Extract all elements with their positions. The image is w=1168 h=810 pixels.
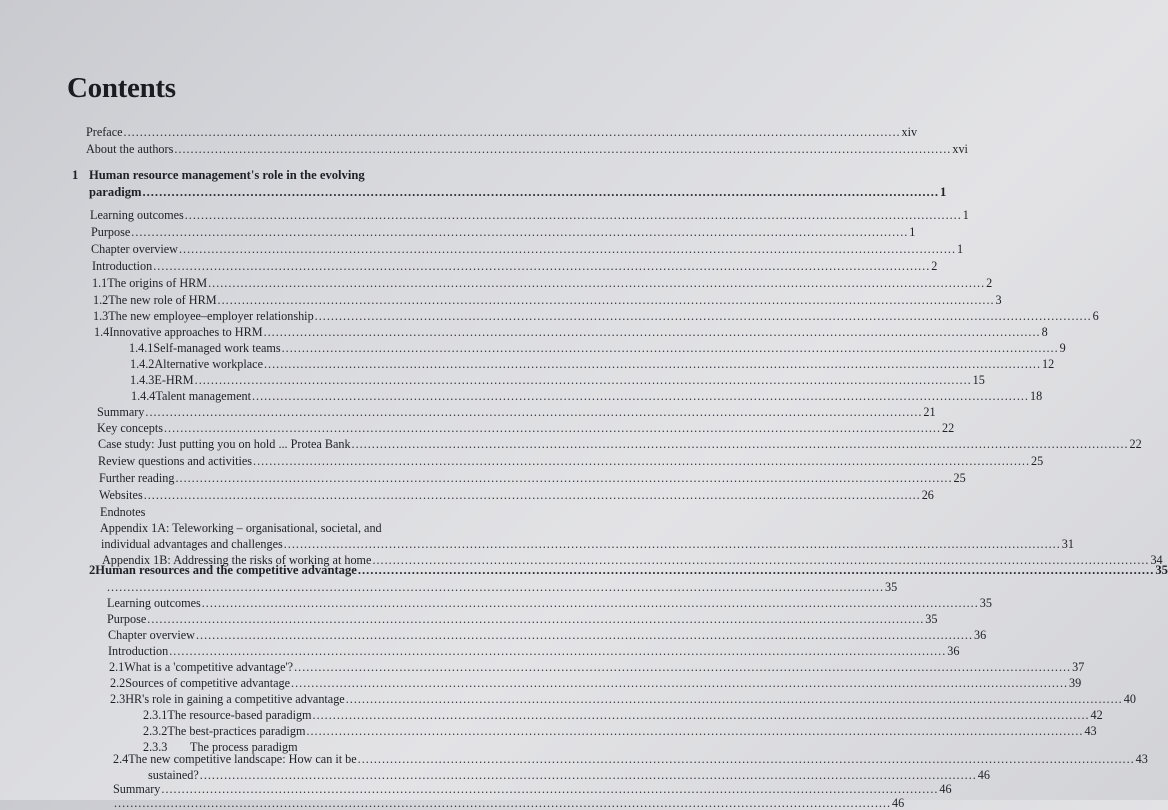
dot-leader bbox=[313, 708, 1090, 722]
entry-page: 31 bbox=[1061, 537, 1074, 551]
toc-entry bbox=[98, 437, 1142, 451]
entry-label: individual advantages and challenges bbox=[101, 537, 283, 551]
entry-page: 40 bbox=[1123, 692, 1136, 706]
entry-page: 1 bbox=[956, 242, 964, 256]
dot-leader bbox=[114, 796, 891, 810]
entry-label: Purpose bbox=[107, 612, 147, 626]
section-entry bbox=[129, 341, 1066, 355]
dot-leader bbox=[200, 768, 977, 782]
section-entry bbox=[131, 389, 1043, 403]
dot-leader bbox=[142, 185, 939, 199]
dot-leader bbox=[175, 471, 952, 485]
toc-entry bbox=[90, 208, 969, 222]
entry-label: Introduction bbox=[92, 259, 153, 273]
dot-leader bbox=[352, 437, 1129, 451]
dot-leader bbox=[291, 676, 1068, 690]
entry-page: 6 bbox=[1092, 309, 1099, 323]
entry-number: 1.3 bbox=[93, 309, 109, 323]
entry-page: 1 bbox=[962, 208, 969, 222]
dot-leader bbox=[253, 454, 1030, 468]
entry-label: The new employee–employer relationship bbox=[108, 309, 314, 323]
dot-leader bbox=[196, 628, 973, 642]
entry-number: 2.3.2 bbox=[143, 724, 168, 738]
entry-number: 2.4 bbox=[113, 752, 129, 766]
dot-leader bbox=[124, 125, 901, 139]
entry-label: Case study: Just putting you on hold ... Protea Bank bbox=[98, 437, 351, 451]
entry-page: 2 bbox=[931, 259, 938, 273]
entry-label: sustained? bbox=[148, 768, 199, 782]
entry-page: xiv bbox=[901, 125, 918, 139]
toc-entry bbox=[92, 259, 938, 273]
toc-text: Appendix 1A: Teleworking – organisational, societal, and bbox=[100, 521, 382, 535]
section-entry bbox=[113, 752, 1148, 766]
entry-label: E-HRM bbox=[154, 373, 194, 387]
section-entry bbox=[143, 708, 1103, 722]
dot-leader bbox=[164, 421, 941, 435]
dot-leader bbox=[179, 242, 956, 256]
section-entry bbox=[93, 309, 1099, 323]
entry-page: 21 bbox=[923, 405, 936, 419]
entry-label: Innovative approaches to HRM bbox=[109, 325, 263, 339]
dot-leader bbox=[185, 208, 962, 222]
entry-page: 35 bbox=[1155, 563, 1168, 577]
dot-leader bbox=[282, 341, 1059, 355]
chapter-1-heading bbox=[89, 185, 947, 199]
toc-entry bbox=[91, 225, 916, 239]
dot-leader bbox=[208, 276, 985, 290]
toc-entry bbox=[99, 471, 966, 485]
dot-leader bbox=[131, 225, 908, 239]
entry-number: 2.3 bbox=[110, 692, 126, 706]
toc-entry bbox=[97, 405, 936, 419]
entry-page: 22 bbox=[942, 421, 955, 435]
entry-label: Review questions and activities bbox=[98, 454, 253, 468]
entry-page: 43 bbox=[1135, 752, 1148, 766]
entry-page: 9 bbox=[1059, 341, 1066, 355]
entry-number: 1.4.2 bbox=[130, 357, 155, 371]
entry-number: 1.4.4 bbox=[131, 389, 156, 403]
toc-entry bbox=[106, 580, 898, 594]
entry-label: Self-managed work teams bbox=[153, 341, 281, 355]
entry-label: The origins of HRM bbox=[107, 276, 208, 290]
dot-leader bbox=[161, 782, 938, 796]
entry-page: 36 bbox=[947, 644, 960, 658]
dot-leader bbox=[169, 644, 946, 658]
dot-leader bbox=[145, 405, 922, 419]
toc-entry bbox=[98, 454, 1044, 468]
dot-leader bbox=[358, 563, 1155, 577]
dot-leader bbox=[202, 596, 979, 610]
toc-entry bbox=[148, 768, 990, 782]
entry-page: 36 bbox=[973, 628, 987, 642]
entry-label: Purpose bbox=[91, 225, 131, 239]
entry-page: 2 bbox=[986, 276, 993, 290]
entry-label: Learning outcomes bbox=[90, 208, 184, 222]
entry-page: 39 bbox=[1069, 676, 1082, 690]
entry-page: 1 bbox=[909, 225, 916, 239]
entry-label: Talent management bbox=[155, 389, 251, 403]
toc-entry bbox=[113, 796, 905, 810]
dot-leader bbox=[252, 389, 1029, 403]
entry-label: Further reading bbox=[99, 471, 175, 485]
section-entry bbox=[109, 660, 1085, 674]
dot-leader bbox=[107, 580, 884, 594]
section-entry bbox=[130, 373, 985, 387]
section-entry bbox=[110, 692, 1136, 706]
chapter-2-heading bbox=[89, 563, 1168, 577]
toc-entry bbox=[91, 242, 964, 256]
entry-page: 46 bbox=[977, 768, 990, 782]
chapter-number: 1 bbox=[72, 168, 79, 182]
toc-entry bbox=[107, 612, 938, 626]
entry-label: Websites bbox=[99, 488, 143, 502]
entry-label: HR's role in gaining a competitive advantage bbox=[125, 692, 345, 706]
entry-label: Alternative workplace bbox=[154, 357, 263, 371]
entry-label: Sources of competitive advantage bbox=[125, 676, 291, 690]
entry-number: 1.4 bbox=[94, 325, 110, 339]
toc-text: Endnotes bbox=[100, 505, 146, 519]
dot-leader bbox=[346, 692, 1123, 706]
section-entry bbox=[130, 357, 1055, 371]
entry-page: 8 bbox=[1041, 325, 1048, 339]
entry-page: 18 bbox=[1029, 389, 1043, 403]
entry-label: Summary bbox=[113, 782, 161, 796]
entry-number: 2.2 bbox=[110, 676, 126, 690]
entry-page: 25 bbox=[1031, 454, 1044, 468]
chapter-title: Human resource management's role in the evolving bbox=[89, 168, 365, 182]
entry-page: 15 bbox=[972, 373, 985, 387]
entry-page: 26 bbox=[921, 488, 934, 502]
toc-entry bbox=[101, 537, 1074, 551]
toc-entry bbox=[107, 596, 992, 610]
entry-page: 1 bbox=[939, 185, 947, 199]
section-entry bbox=[93, 293, 1002, 307]
dot-leader bbox=[358, 752, 1135, 766]
dot-leader bbox=[264, 357, 1041, 371]
dot-leader bbox=[218, 293, 995, 307]
entry-number: 2.1 bbox=[109, 660, 125, 674]
toc-entry bbox=[108, 628, 987, 642]
entry-label: The new role of HRM bbox=[108, 293, 217, 307]
entry-number: 1.4.1 bbox=[129, 341, 154, 355]
entry-label: Preface bbox=[86, 125, 123, 139]
entry-page: 35 bbox=[979, 596, 992, 610]
entry-number: 2.3.3 bbox=[143, 740, 168, 754]
dot-leader bbox=[284, 537, 1061, 551]
entry-page: 22 bbox=[1129, 437, 1142, 451]
entry-label: Key concepts bbox=[97, 421, 163, 435]
dot-leader bbox=[294, 660, 1071, 674]
entry-label: The best-practices paradigm bbox=[167, 724, 306, 738]
entry-label: Appendix 1B: Addressing the risks of working at home bbox=[102, 553, 372, 567]
entry-page: 42 bbox=[1090, 708, 1103, 722]
entry-number: 2.3.1 bbox=[143, 708, 168, 722]
entry-label: Summary bbox=[97, 405, 145, 419]
dot-leader bbox=[153, 259, 930, 273]
entry-page: 12 bbox=[1042, 357, 1055, 371]
entry-number: 1.4.3 bbox=[130, 373, 155, 387]
entry-label: Chapter overview bbox=[108, 628, 195, 642]
entry-label: About the authors bbox=[86, 142, 174, 156]
toc-entry bbox=[99, 488, 934, 502]
toc-entry bbox=[113, 782, 952, 796]
section-entry bbox=[143, 724, 1097, 738]
dot-leader bbox=[195, 373, 972, 387]
entry-label: Introduction bbox=[108, 644, 169, 658]
section-entry bbox=[94, 325, 1048, 339]
dot-leader bbox=[147, 612, 924, 626]
page-title: Contents bbox=[67, 72, 176, 104]
dot-leader bbox=[174, 142, 951, 156]
entry-number: 1.2 bbox=[93, 293, 109, 307]
section-entry bbox=[110, 676, 1082, 690]
entry-label: Chapter overview bbox=[91, 242, 178, 256]
dot-leader bbox=[144, 488, 921, 502]
front-matter-entry bbox=[86, 125, 918, 139]
entry-page: 34 bbox=[1150, 553, 1163, 567]
entry-label: Learning outcomes bbox=[107, 596, 201, 610]
entry-page: 35 bbox=[925, 612, 938, 626]
entry-number: 2 bbox=[89, 563, 96, 577]
section-entry bbox=[92, 276, 993, 290]
entry-page: 25 bbox=[953, 471, 966, 485]
entry-page: xvi bbox=[952, 142, 968, 156]
dot-leader bbox=[264, 325, 1041, 339]
entry-page: 46 bbox=[939, 782, 952, 796]
entry-label: The resource-based paradigm bbox=[167, 708, 312, 722]
entry-page: 46 bbox=[892, 796, 905, 810]
entry-page: 37 bbox=[1072, 660, 1085, 674]
entry-label: paradigm bbox=[89, 185, 142, 199]
entry-page: 43 bbox=[1084, 724, 1097, 738]
toc-entry bbox=[97, 421, 955, 435]
toc-entry bbox=[108, 644, 960, 658]
dot-leader bbox=[315, 309, 1092, 323]
front-matter-entry bbox=[86, 142, 968, 156]
entry-label: What is a 'competitive advantage'? bbox=[124, 660, 294, 674]
entry-number: 1.1 bbox=[92, 276, 108, 290]
entry-page: 3 bbox=[995, 293, 1002, 307]
dot-leader bbox=[306, 724, 1083, 738]
entry-label: Human resources and the competitive advantage bbox=[95, 563, 357, 577]
toc-text: The process paradigm bbox=[190, 740, 298, 754]
entry-label: The new competitive landscape: How can it be bbox=[128, 752, 357, 766]
entry-page: 35 bbox=[885, 580, 898, 594]
